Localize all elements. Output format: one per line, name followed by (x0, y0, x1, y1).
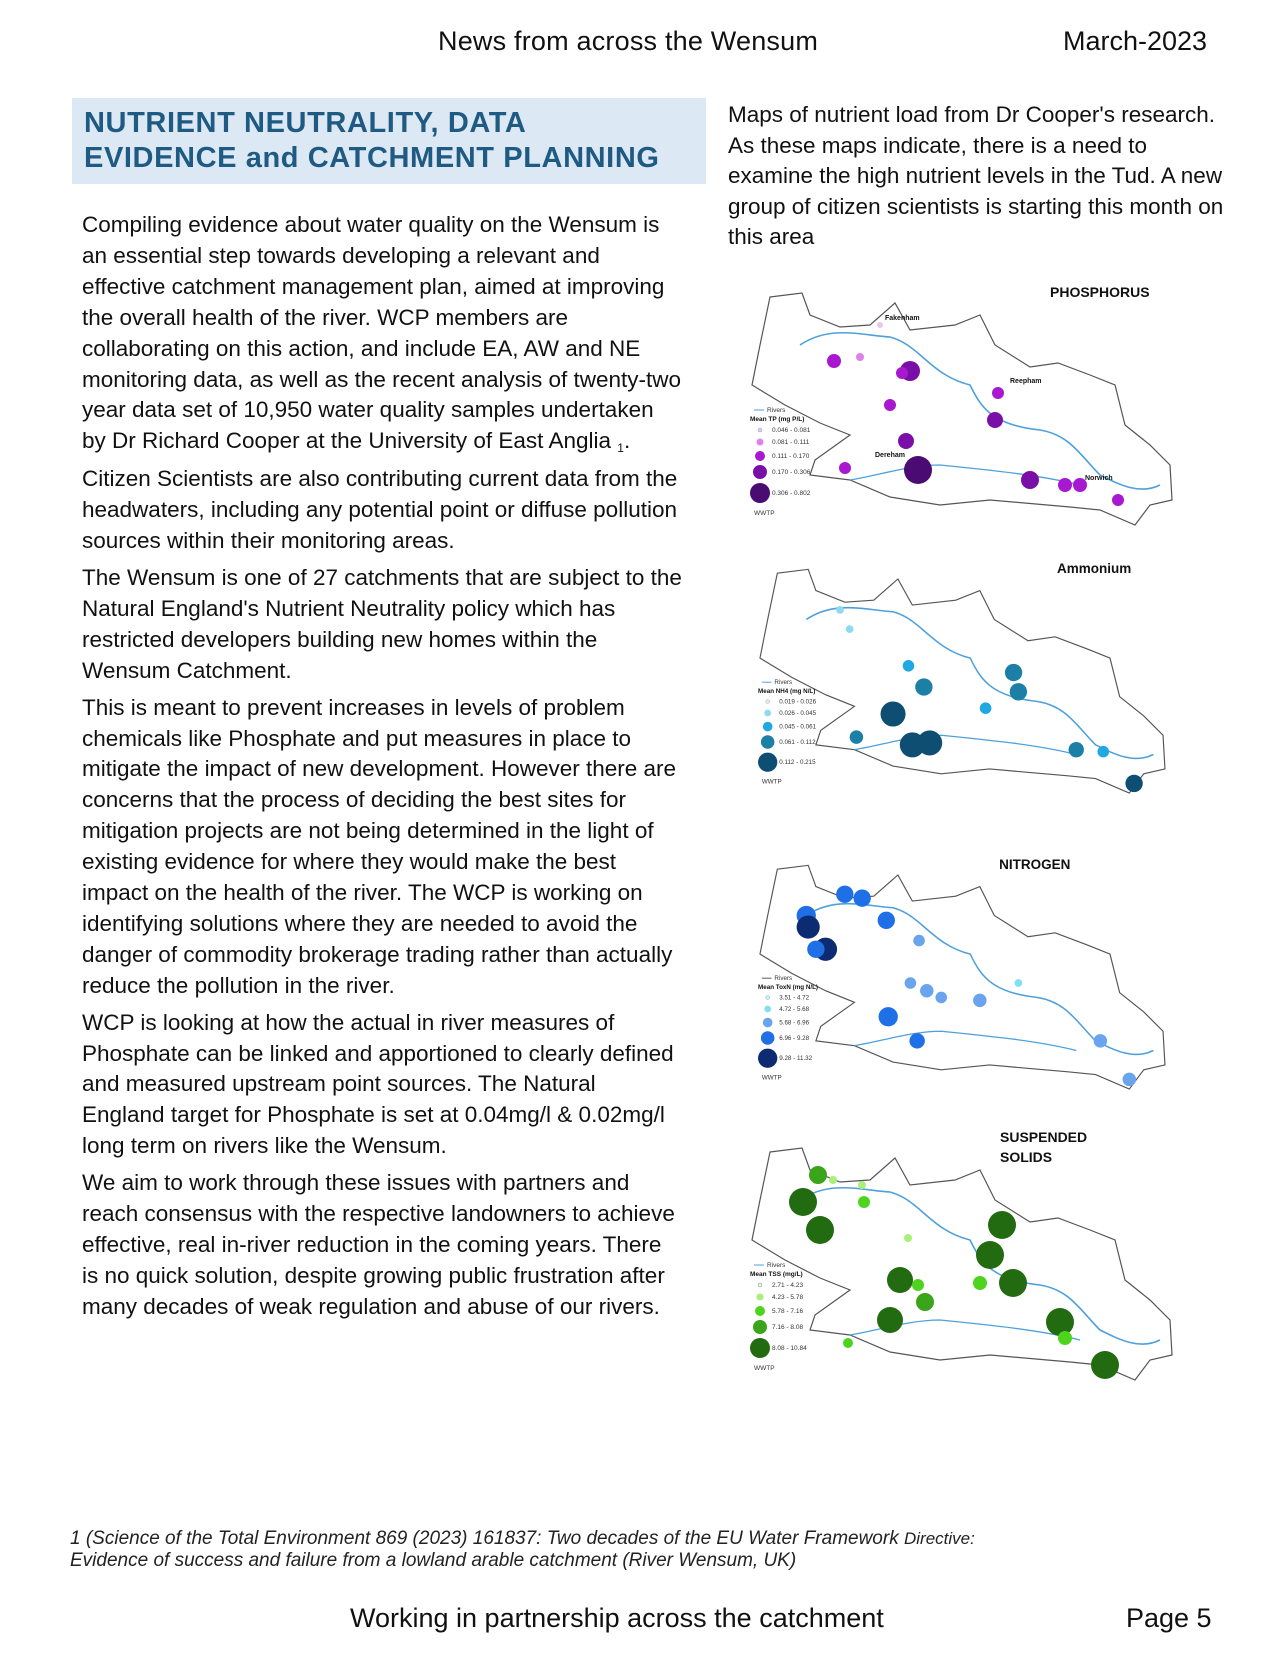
article-title-box (72, 98, 706, 184)
map-title: SOLIDS (1000, 1149, 1053, 1165)
svg-text:Rivers: Rivers (767, 1262, 786, 1269)
town-label: Norwich (1085, 475, 1113, 482)
footnote-text: Directive: (903, 1529, 975, 1548)
map-title: PHOSPHORUS (1050, 284, 1150, 300)
map-suspended-solids (740, 1120, 1210, 1400)
paragraph-1 (82, 210, 682, 557)
svg-text:0.306 - 0.802: 0.306 - 0.802 (772, 490, 811, 497)
map-title: Ammonium (1056, 561, 1132, 577)
footnote-text: 1 (Science of the Total Environment 869 (2023) 161837: Two decades of the EU Water Framework (70, 1528, 904, 1549)
paragraph-text: Compiling evidence about water quality on the Wensum is an essential step towards developing a relevant and effective catchment management plan, aimed at improving the overall health of the river. WCP members are collaborating on this action, and include EA, AW and NE monitoring data, as well as the recent analysis of twenty-two year data set of 10,950 water quality samples undertaken by Dr Richard Cooper at the University of East Anglia (82, 212, 682, 454)
paragraph-2: The Wensum is one of 27 catchments that are subject to the Natural England's Nutrient Neutrality policy which has restricted developers building new homes within the Wensum Catchment. (82, 564, 682, 683)
footnote (70, 1528, 1090, 1572)
svg-text:0.046 - 0.081: 0.046 - 0.081 (772, 427, 811, 434)
article-title (84, 106, 660, 176)
svg-text:WWTP: WWTP (761, 1074, 782, 1082)
article-body (82, 210, 682, 1329)
svg-text:WWTP: WWTP (754, 1365, 775, 1372)
footnote-marker: 1 (617, 441, 624, 456)
svg-text:3.51 - 4.72: 3.51 - 4.72 (779, 994, 810, 1002)
svg-text:6.96 - 9.28: 6.96 - 9.28 (779, 1034, 810, 1042)
svg-text:7.16 - 8.08: 7.16 - 8.08 (772, 1324, 804, 1331)
paragraph-5: We aim to work through these issues with partners and reach consensus with the respective landowners to achieve effective, real in-river reduction in the coming years. There is no quick solution, despite growing public frustration after many decades of weak regulation and abuse of our rivers. (82, 1170, 675, 1319)
page-number: Page 5 (1126, 1603, 1212, 1633)
town-label: Dereham (875, 452, 905, 459)
svg-text:Mean TP (mg P/L): Mean TP (mg P/L) (750, 416, 805, 423)
town-label: Fakenham (885, 315, 920, 322)
footnote-line2: Evidence of success and failure from a lowland arable catchment (River Wensum, UK) (70, 1550, 797, 1571)
map-legend (750, 407, 811, 517)
svg-text:Rivers: Rivers (774, 679, 793, 687)
svg-text:0.061 - 0.112: 0.061 - 0.112 (779, 738, 816, 746)
svg-text:WWTP: WWTP (754, 510, 775, 517)
map-title: NITROGEN (999, 857, 1071, 873)
svg-text:4.72 - 5.68: 4.72 - 5.68 (779, 1005, 810, 1013)
svg-text:0.111 - 0.170: 0.111 - 0.170 (772, 453, 810, 460)
svg-text:4.23 - 5.78: 4.23 - 5.78 (772, 1294, 804, 1301)
article-title-line2: EVIDENCE and CATCHMENT PLANNING (84, 142, 660, 174)
svg-text:Mean NH4 (mg N/L): Mean NH4 (mg N/L) (758, 687, 816, 695)
issue-date: March-2023 (1063, 26, 1208, 56)
svg-text:Mean TSS (mg/L): Mean TSS (mg/L) (750, 1271, 803, 1278)
town-label: Reepham (1010, 378, 1042, 385)
svg-text:0.026 - 0.045: 0.026 - 0.045 (779, 709, 817, 717)
svg-text:2.71 - 4.23: 2.71 - 4.23 (772, 1282, 804, 1289)
svg-text:5.68 - 6.96: 5.68 - 6.96 (779, 1019, 810, 1027)
map-phosphorus (740, 275, 1210, 555)
article-title-line1: NUTRIENT NEUTRALITY, DATA (84, 107, 527, 139)
svg-text:0.170 - 0.306: 0.170 - 0.306 (772, 469, 811, 476)
catchment-map-nitrogen (740, 848, 1210, 1118)
map-legend (750, 1262, 807, 1372)
map-ammonium (740, 552, 1210, 822)
map-legend (758, 975, 818, 1081)
map-legend (758, 679, 817, 785)
catchment-map-suspended-solids (740, 1120, 1210, 1400)
paragraph-4: WCP is looking at how the actual in river measures of Phosphate can be linked and apportioned to clearly defined and measured upstream point sources. The Natural England target for Phosphate is set at 0.04mg/l & 0.02mg/l long term on rivers like the Wensum. (82, 1009, 674, 1159)
map-nitrogen (740, 848, 1210, 1118)
svg-text:8.08 - 10.84: 8.08 - 10.84 (772, 1345, 807, 1352)
svg-text:Mean ToxN (mg N/L): Mean ToxN (mg N/L) (758, 983, 818, 991)
paragraph-3: This is meant to prevent increases in levels of problem chemicals like Phosphate and put measures in place to mitigate the impact of new development. However there are concerns that the process of deciding the best sites for mitigation projects are not being determined in the light of existing evidence for where they would make the best impact on the health of the river. The WCP is working on identifying solutions where they are needed to avoid the danger of commodity brokerage trading rather than actually reduce the pollution in the river. (82, 694, 677, 998)
svg-text:0.081 - 0.111: 0.081 - 0.111 (772, 439, 810, 446)
svg-text:Rivers: Rivers (774, 975, 793, 983)
paragraph-text: . Citizen Scientists are also contributing current data from the headwaters, including any potential point or diffuse pollution sources within their monitoring areas. (82, 428, 678, 554)
svg-text:9.28 - 11.32: 9.28 - 11.32 (779, 1055, 813, 1063)
footer-tagline: Working in partnership across the catchment (350, 1603, 884, 1633)
catchment-map-phosphorus (740, 275, 1210, 555)
svg-text:0.045 - 0.061: 0.045 - 0.061 (779, 723, 817, 731)
catchment-map-ammonium (740, 552, 1210, 822)
svg-text:0.112 - 0.215: 0.112 - 0.215 (779, 759, 816, 767)
newsletter-title: News from across the Wensum (438, 26, 819, 56)
svg-text:0.019 - 0.026: 0.019 - 0.026 (779, 698, 817, 706)
footnote-line1 (70, 1528, 1090, 1550)
svg-text:WWTP: WWTP (761, 778, 782, 786)
maps-intro: Maps of nutrient load from Dr Cooper's research. As these maps indicate, there is a need to examine the high nutrient levels in the Tud. A new group of citizen scientists is starting this month on this area (728, 102, 1224, 249)
svg-text:5.78 - 7.16: 5.78 - 7.16 (772, 1308, 804, 1315)
map-title: SUSPENDED (1000, 1129, 1088, 1145)
svg-text:Rivers: Rivers (767, 407, 786, 414)
